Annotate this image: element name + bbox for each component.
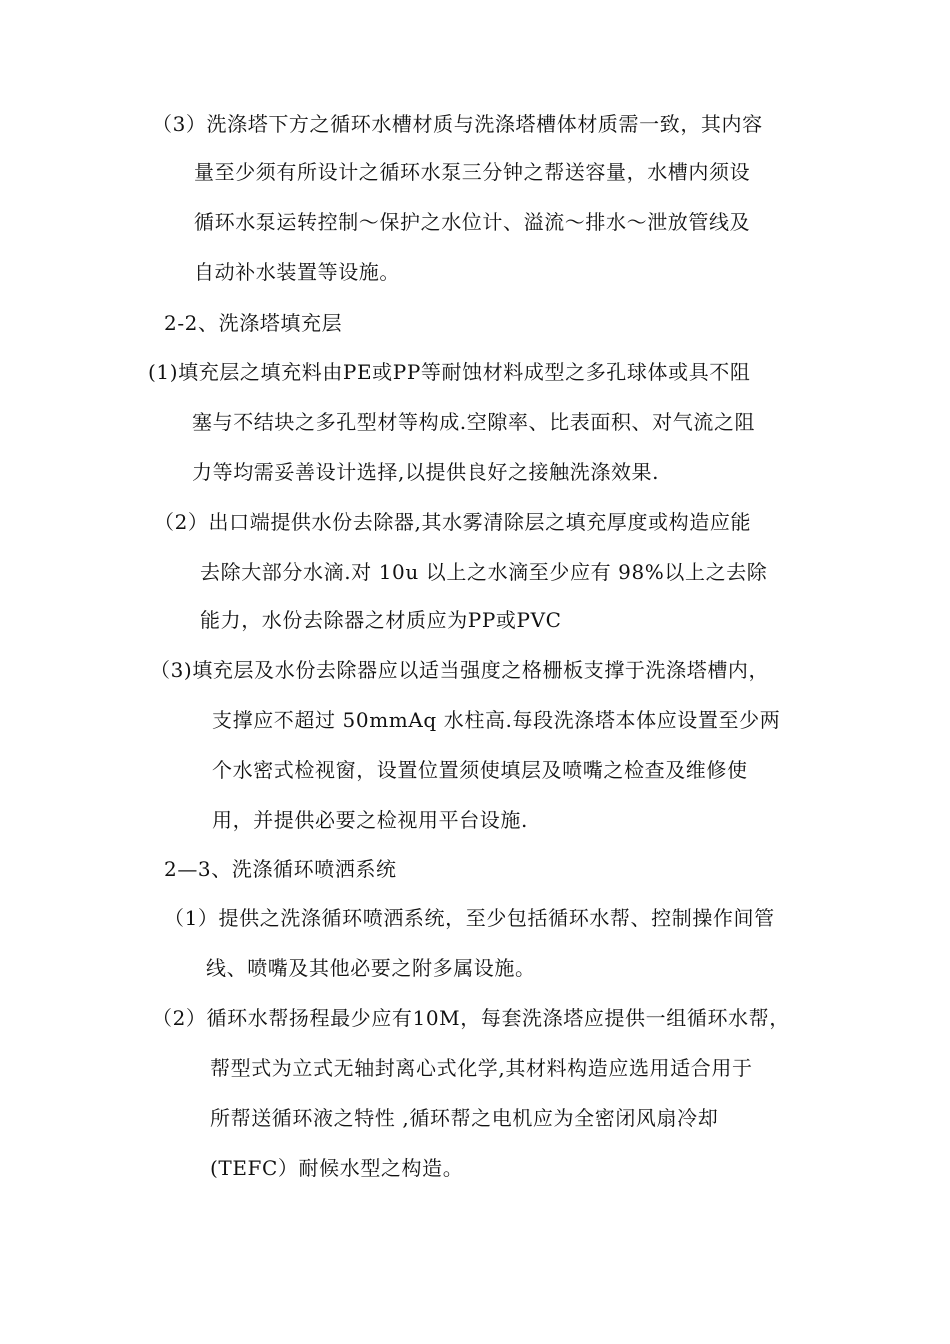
text-line: (1)填充层之填充料由PE或PP等耐蚀材料成型之多孔球体或具不阻	[148, 360, 751, 384]
text-line: （3)填充层及水份去除器应以适当强度之格栅板支撑于洗涤塔槽内，	[150, 658, 770, 682]
section-heading: 2—3、洗涤循环喷洒系统	[164, 857, 397, 881]
text-line: 循环水泵运转控制～保护之水位计、溢流～排水～泄放管线及	[194, 210, 751, 234]
text-line: 个水密式检视窗，设置位置须使填层及喷嘴之检查及维修使	[212, 758, 748, 782]
text-line: （1）提供之洗涤循环喷洒系统，至少包括循环水帮、控制操作间管	[164, 906, 775, 930]
text-line: 塞与不结块之多孔型材等构成.空隙率、比表面积、对气流之阻	[192, 410, 756, 434]
text-line: 线、喷嘴及其他必要之附多属设施。	[206, 956, 536, 980]
text-line: 自动补水装置等设施。	[194, 260, 400, 284]
text-line: （3）洗涤塔下方之循环水槽材质与洗涤塔槽体材质需一致，其内容	[152, 112, 763, 136]
text-line: 支撑应不超过 50mmAq 水柱高.每段洗涤塔本体应设置至少两	[212, 708, 781, 732]
text-line: (TEFC）耐候水型之构造。	[210, 1156, 464, 1180]
text-line: （2）循环水帮扬程最少应有10M，每套洗涤塔应提供一组循环水帮，	[152, 1006, 790, 1030]
text-line: （2）出口端提供水份去除器,其水雾清除层之填充厚度或构造应能	[154, 510, 752, 534]
text-line: 去除大部分水滴.对 10u 以上之水滴至少应有 98%以上之去除	[200, 560, 768, 584]
text-line: 能力，水份去除器之材质应为PP或PVC	[200, 608, 562, 632]
text-line: 量至少须有所设计之循环水泵三分钟之帮送容量，水槽内须设	[194, 160, 751, 184]
text-line: 用，并提供必要之检视用平台设施.	[212, 808, 528, 832]
text-line: 所帮送循环液之特性 ,循环帮之电机应为全密闭风扇冷却	[210, 1106, 719, 1130]
section-heading: 2-2、洗涤塔填充层	[164, 311, 343, 335]
text-line: 帮型式为立式无轴封离心式化学,其材料构造应选用适合用于	[210, 1056, 753, 1080]
text-line: 力等均需妥善设计选择,以提供良好之接触洗涤效果.	[192, 460, 660, 484]
